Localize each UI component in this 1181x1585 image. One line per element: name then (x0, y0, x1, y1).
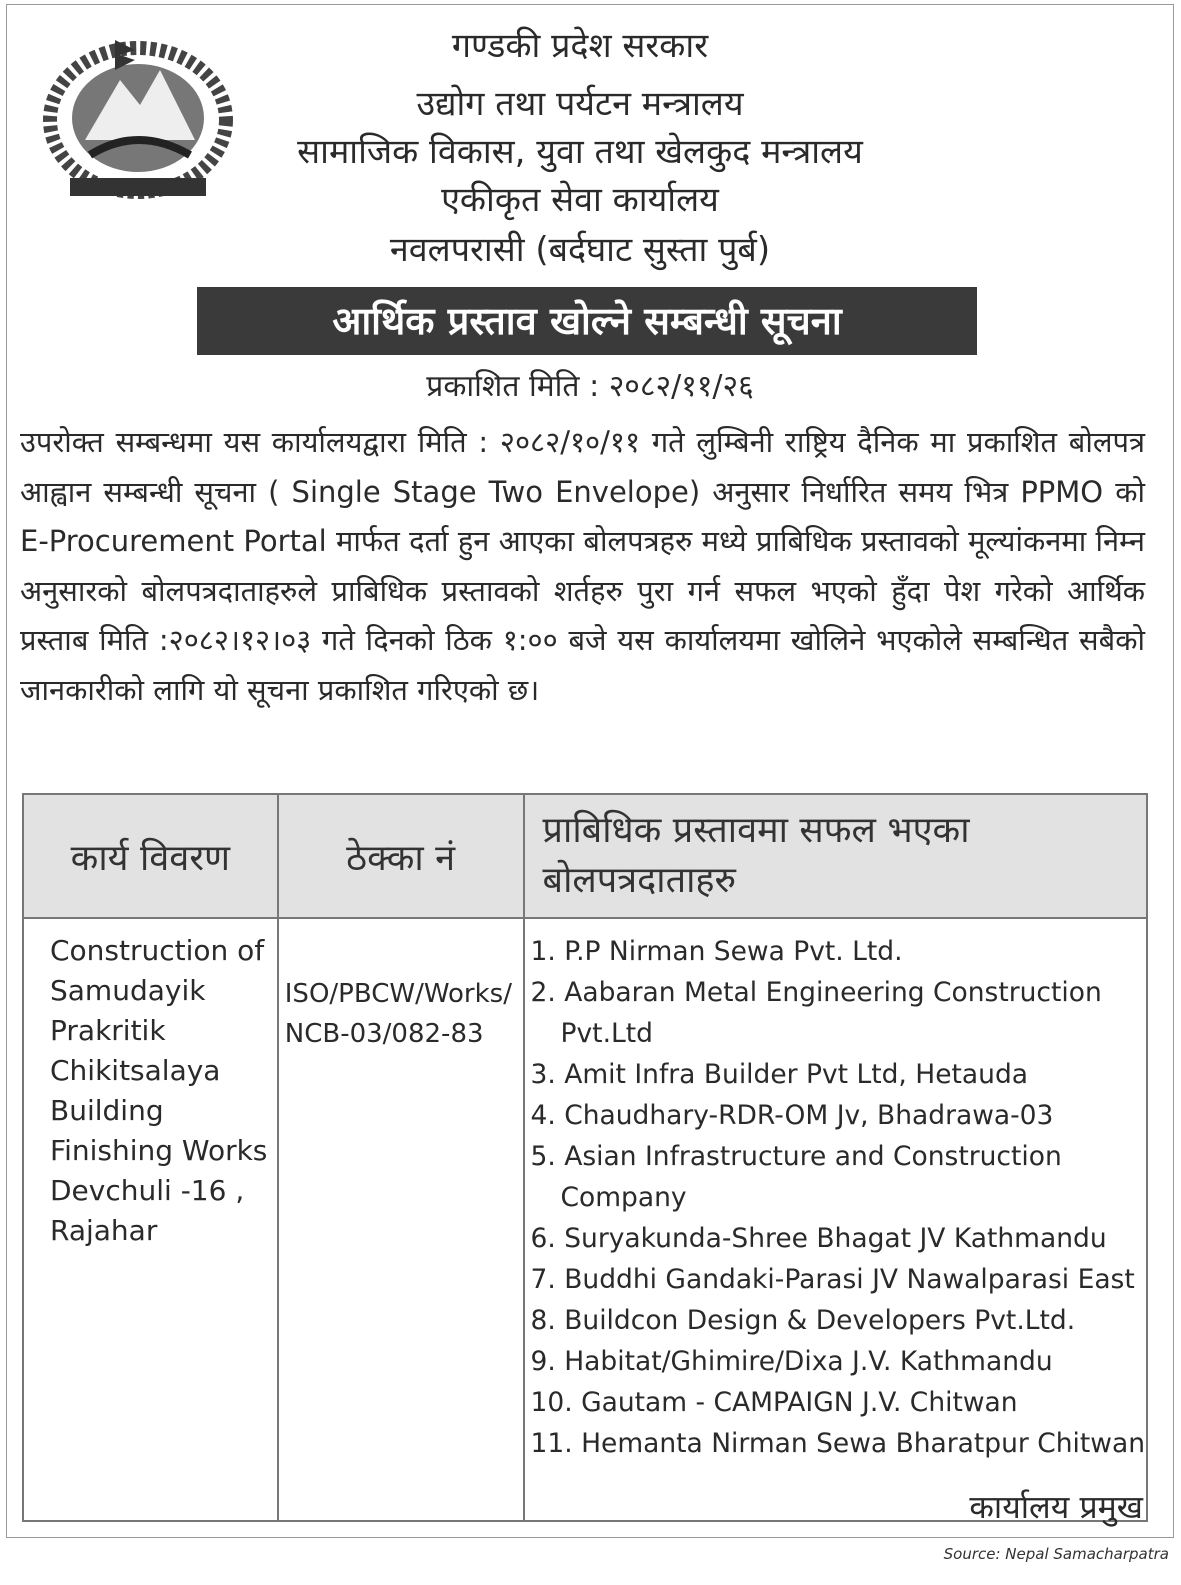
bidder-item: 11. Hemanta Nirman Sewa Bharatpur Chitwan (530, 1428, 1145, 1459)
header-office: एकीकृत सेवा कार्यालय (441, 180, 719, 220)
bidder-item-continued: Company (560, 1182, 687, 1213)
published-date: प्रकाशित मिति : २०८२/११/२६ (426, 369, 754, 404)
bidder-list (524, 918, 1147, 1521)
bidder-item: 6. Suryakunda-Shree Bhagat JV Kathmandu (530, 1223, 1107, 1254)
bidder-item: 5. Asian Infrastructure and Construction (530, 1141, 1062, 1172)
source-credit: Source: Nepal Samacharpatra (943, 1545, 1169, 1563)
table-row (23, 918, 1147, 1521)
bidder-item: 8. Buildcon Design & Developers Pvt.Ltd. (530, 1305, 1076, 1336)
bidder-item: 1. P.P Nirman Sewa Pvt. Ltd. (530, 936, 903, 967)
header-contract-no: ठेक्का नं (278, 794, 524, 918)
header-province: गण्डकी प्रदेश सरकार (451, 26, 709, 66)
header-work-description: कार्य विवरण (23, 794, 278, 918)
bidder-item: 9. Habitat/Ghimire/Dixa J.V. Kathmandu (530, 1346, 1053, 1377)
bidder-item: 10. Gautam - CAMPAIGN J.V. Chitwan (530, 1387, 1018, 1418)
header-successful-bidders: प्राबिधिक प्रस्तावमा सफल भएका बोलपत्रदाताहरु (524, 794, 1147, 918)
work-description: Construction of Samudayik Prakritik Chikitsalaya Building Finishing Works Devchuli -16 , Rajahar (23, 918, 278, 1521)
bidder-item: 2. Aabaran Metal Engineering Construction (530, 977, 1102, 1008)
contract-number: ISO/PBCW/Works/ NCB-03/082-83 (278, 918, 524, 1521)
bidder-item: 3. Amit Infra Builder Pvt Ltd, Hetauda (530, 1059, 1028, 1090)
table-header-row (23, 794, 1147, 918)
bidder-item: 7. Buddhi Gandaki-Parasi JV Nawalparasi East (530, 1264, 1135, 1295)
bidders-table (22, 793, 1148, 1522)
header-location: नवलपरासी (बर्दघाट सुस्ता पुर्ब) (389, 230, 771, 270)
office-chief-signature: कार्यालय प्रमुख (969, 1488, 1143, 1526)
nepal-government-emblem-icon (40, 30, 236, 202)
header-ministry-1: उद्योग तथा पर्यटन मन्त्रालय (416, 84, 744, 124)
notice-title: आर्थिक प्रस्ताव खोल्ने सम्बन्धी सूचना (197, 287, 977, 355)
header-ministry-2: सामाजिक विकास, युवा तथा खेलकुद मन्त्रालय (297, 132, 863, 172)
bidder-item-continued: Pvt.Ltd (560, 1018, 653, 1049)
bidder-item: 4. Chaudhary-RDR-OM Jv, Bhadrawa-03 (530, 1100, 1054, 1131)
notice-body: उपरोक्त सम्बन्धमा यस कार्यालयद्वारा मिति : २०८२/१०/११ गते लुम्बिनी राष्ट्रिय दैनिक मा प्रकाशित बोलपत्र आह्वान सम्बन्धी सूचना ( Single Stage Two Envelope) अनुसार निर्धारित समय भित्र PPMO को E-Procurement Portal मार्फत दर्ता हुन आएका बोलपत्रहरु मध्ये प्राबिधिक प्रस्तावको मूल्यांकनमा निम्न अनुसारको बोलपत्रदाताहरुले प्राबिधिक प्रस्तावको शर्तहरु पुरा गर्न सफल भएको हुँदा पेश गरेको आर्थिक प्रस्ताब मिति :२०८२।१२।०३ गते दिनको ठिक १:०० बजे यस कार्यालयमा खोलिने भएकोले सम्बन्धित सबैको जानकारीको लागि यो सूचना प्रकाशित गरिएको छ। (20, 425, 1145, 707)
